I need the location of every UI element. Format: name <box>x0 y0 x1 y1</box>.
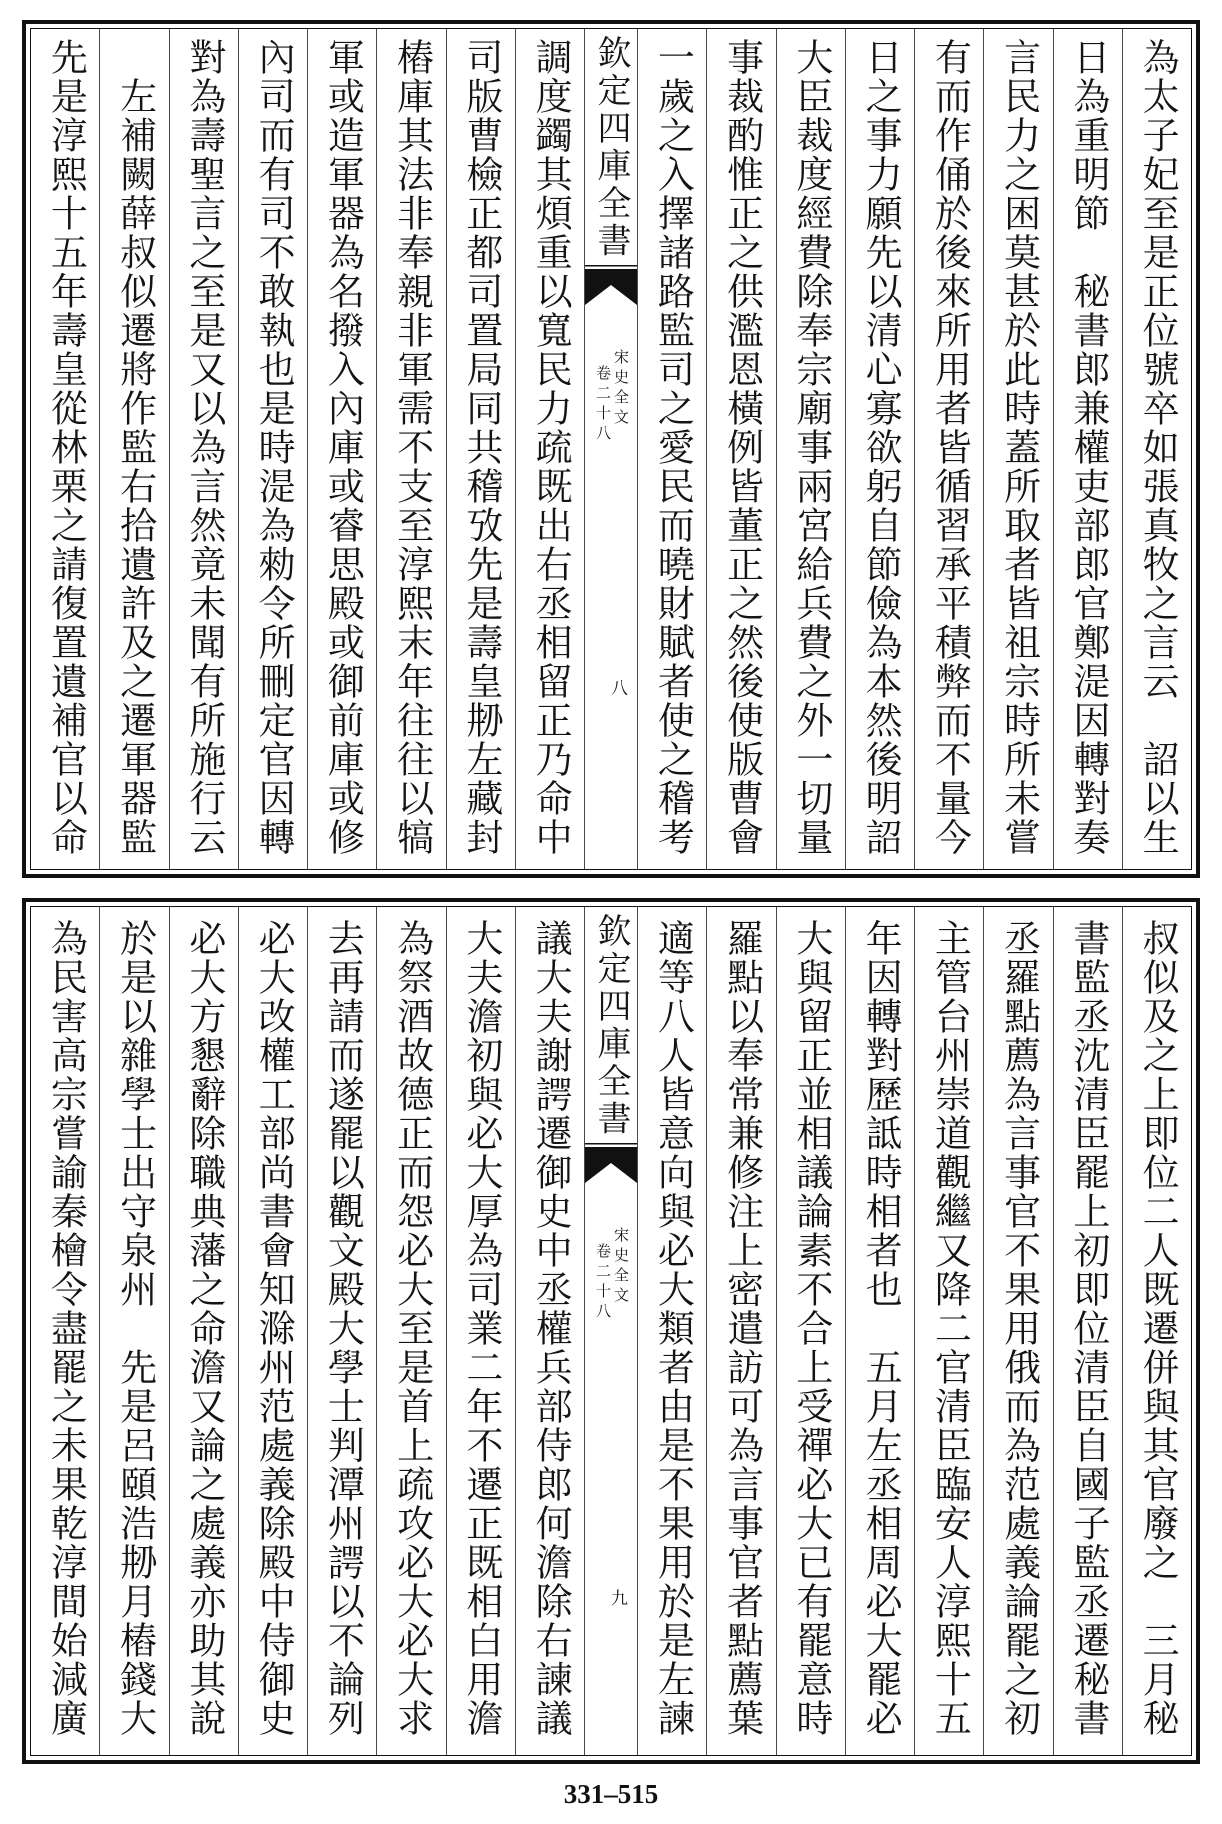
column-text: 適等八人皆意向與必大類者由是不果用於是左諫 <box>651 919 695 1738</box>
leaf-inner-frame <box>30 28 1192 870</box>
volume-label: 卷二十八 <box>594 365 612 445</box>
column-text: 日之事力願先以清心寡欲躬自節儉為本然後明詔 <box>859 38 903 857</box>
column-text: 大臣裁度經費除奉宗廟事兩宮給兵費之外一切量 <box>789 38 833 857</box>
column-text: 叔似及之上即位二人既遷併與其官廢之 三月秘 <box>1136 919 1180 1738</box>
text-column <box>983 907 1052 1755</box>
text-column <box>376 29 445 869</box>
column-text: 調度蠲其煩重以寬民力疏既出右丞相留正乃命中 <box>529 38 573 857</box>
book-title: 宋史全文 <box>612 1227 630 1307</box>
column-text: 左補闕薛叔似遷將作監右拾遺許及之遷軍器監 <box>113 38 157 857</box>
text-column <box>99 29 168 869</box>
collection-title: 欽定四庫全書 <box>591 913 631 1138</box>
book-title: 宋史全文 <box>612 349 630 429</box>
text-column <box>31 29 99 869</box>
page-number: 331–515 <box>563 1779 659 1809</box>
text-column <box>307 29 376 869</box>
column-text: 年因轉對歷詆時相者也 五月左丞相周必大罷必 <box>859 919 903 1738</box>
text-column <box>31 907 99 1755</box>
column-grid <box>31 29 1191 869</box>
upper-half-leaf <box>22 20 1200 878</box>
column-text: 大夫澹初與必大厚為司業二年不遷正既相白用澹 <box>459 919 503 1738</box>
text-column <box>776 29 845 869</box>
folio-number: 八 <box>611 679 628 699</box>
leaf-inner-frame <box>30 906 1192 1756</box>
column-text: 內司而有司不敢執也是時湜為勑令所刪定官因轉 <box>252 38 296 857</box>
text-column <box>845 29 914 869</box>
column-text: 軍或造軍器為名撥入內庫或睿思殿或御前庫或修 <box>321 38 365 857</box>
text-column <box>376 907 445 1755</box>
fishtail-mark <box>585 1143 637 1183</box>
column-text: 書監丞沈清臣罷上初即位清臣自國子監丞遷秘書 <box>1066 919 1110 1738</box>
column-grid <box>31 907 1191 1755</box>
text-column <box>637 907 706 1755</box>
text-column <box>238 907 307 1755</box>
column-text: 事裁酌惟正之供濫恩橫例皆董正之然後使版曹會 <box>720 38 764 857</box>
column-text: 去再請而遂罷以觀文殿大學士判潭州諤以不論列 <box>321 919 365 1738</box>
column-text: 言民力之困莫甚於此時蓋所取者皆祖宗時所未嘗 <box>997 38 1041 857</box>
text-column <box>914 29 983 869</box>
column-text: 羅點以奉常兼修注上密遣訪可為言事官者點薦葉 <box>720 919 764 1738</box>
column-text: 必大方懇辭除職典藩之命澹又論之處義亦助其說 <box>182 919 226 1738</box>
text-column <box>983 29 1052 869</box>
text-column <box>515 29 584 869</box>
column-text: 司版曹檢正都司置局同共稽攷先是壽皇刱左藏封 <box>459 38 503 857</box>
text-column <box>776 907 845 1755</box>
column-text: 丞羅點薦為言事官不果用俄而為范處義論罷之初 <box>997 919 1041 1738</box>
fishtail-mark <box>585 265 637 305</box>
text-column <box>706 29 775 869</box>
text-column <box>515 907 584 1755</box>
volume-label: 卷二十八 <box>594 1243 612 1323</box>
text-column <box>706 907 775 1755</box>
column-text: 為民害高宗嘗諭秦檜令盡罷之未果乾淳間始減廣 <box>44 919 88 1738</box>
fold-column <box>584 907 637 1755</box>
column-text: 樁庫其法非奉親非軍需不支至淳熙末年往往以犒 <box>390 38 434 857</box>
text-column <box>169 29 238 869</box>
text-column <box>914 907 983 1755</box>
text-column <box>446 907 515 1755</box>
column-text: 為祭酒故德正而怨必大至是首上疏攻必大必大求 <box>390 919 434 1738</box>
text-column <box>1053 29 1122 869</box>
column-text: 主管台州崇道觀繼又降二官清臣臨安人淳熙十五 <box>928 919 972 1738</box>
text-column <box>307 907 376 1755</box>
text-column <box>99 907 168 1755</box>
column-text: 先是淳熙十五年壽皇從林栗之請復置遺補官以命 <box>44 38 88 857</box>
text-column <box>446 29 515 869</box>
text-column <box>1053 907 1122 1755</box>
lower-half-leaf <box>22 898 1200 1764</box>
folio-number: 九 <box>611 1589 628 1609</box>
column-text: 有而作俑於後來所用者皆循習承平積弊而不量今 <box>928 38 972 857</box>
text-column <box>637 29 706 869</box>
fold-column <box>584 29 637 869</box>
column-text: 一歲之入擇諸路監司之愛民而曉財賦者使之稽考 <box>651 38 695 857</box>
column-text: 大與留正並相議論素不合上受禪必大已有罷意時 <box>789 919 833 1738</box>
column-text: 議大夫謝諤遷御史中丞權兵部侍郎何澹除右諫議 <box>529 919 573 1738</box>
text-column <box>238 29 307 869</box>
text-column <box>1122 29 1191 869</box>
column-text: 為太子妃至是正位號卒如張真牧之言云 詔以生 <box>1136 38 1180 857</box>
column-text: 於是以雜學士出守泉州 先是呂頤浩刱月樁錢大 <box>113 919 157 1738</box>
column-text: 日為重明節 秘書郎兼權吏部郎官鄭湜因轉對奏 <box>1066 38 1110 857</box>
column-text: 必大改權工部尚書會知滁州范處義除殿中侍御史 <box>252 919 296 1738</box>
column-text: 對為壽聖言之至是又以為言然竟未聞有所施行云 <box>182 38 226 857</box>
collection-title: 欽定四庫全書 <box>591 35 631 260</box>
text-column <box>845 907 914 1755</box>
text-column <box>169 907 238 1755</box>
text-column <box>1122 907 1191 1755</box>
